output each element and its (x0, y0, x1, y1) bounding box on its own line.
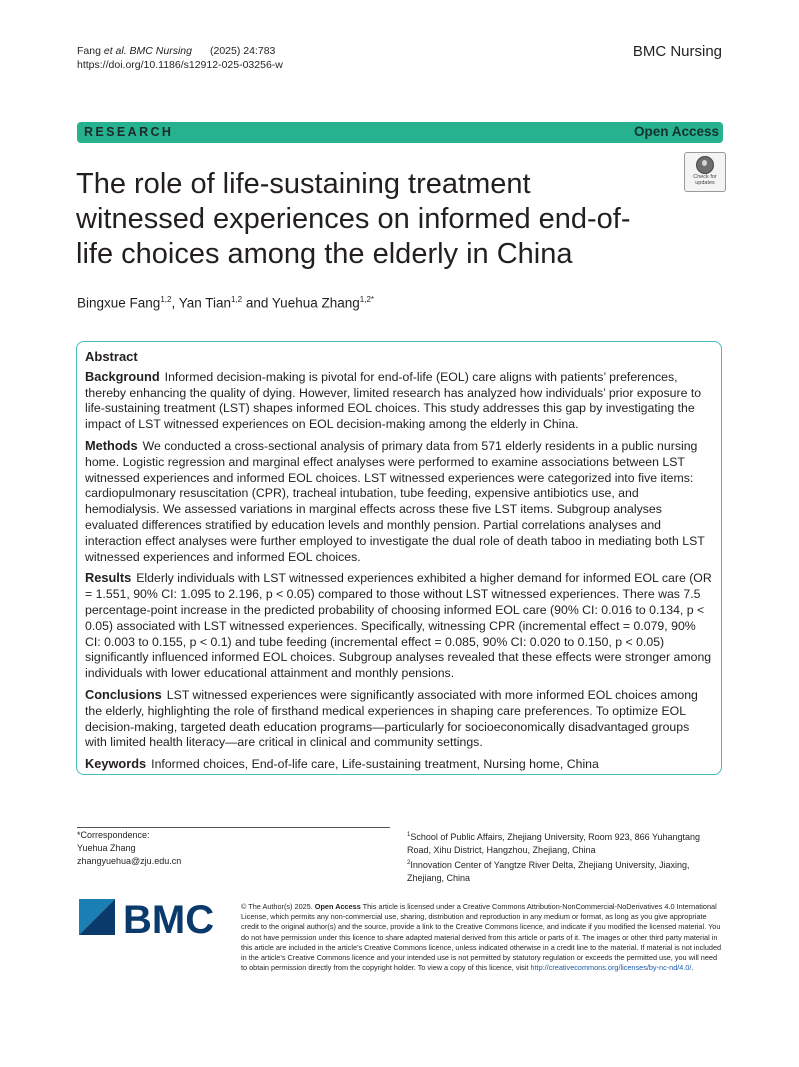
abstract-background (85, 369, 713, 433)
section-text: LST witnessed experiences were significantly associated with more informed EOL choices among the elderly, highlighting the role of firsthand medical experiences in shaping care preferences. To optimize EOL decision-making, targeted death education programs—particularly for socioeconomically disadvantaged groups with limited health literacy—are critical in clinical and community settings. (85, 687, 698, 750)
section-label: Background (85, 368, 160, 384)
research-banner (77, 122, 723, 143)
footnote-divider (77, 827, 390, 828)
correspondence-name: Yuehua Zhang (77, 843, 136, 853)
section-text: Informed decision-making is pivotal for end-of-life (EOL) care aligns with patients’ preferences, thereby enhancing the quality of dying. However, limited research has analyzed how individuals’ prior exposure to life-sustaining treatment (LST) shapes informed EOL choices. This study addresses this gap by investigating the impact of LST witnessed experiences on EOL decision-making among the elderly in China. (85, 369, 702, 432)
author-name[interactable]: Yuehua Zhang (271, 295, 360, 311)
affiliation-number: 1 (407, 832, 411, 838)
copyright-text: © The Author(s) 2025. (241, 902, 313, 911)
article-title: The role of life-sustaining treatment witnessed experiences on informed end-of-life choices among the elderly in China (76, 168, 631, 270)
author-list (77, 295, 374, 311)
affiliation-item (407, 829, 717, 857)
author-affiliation: 1,2* (359, 295, 374, 304)
citation-volume: (2025) 24:783 (209, 45, 276, 57)
citation-author: Fang (77, 45, 104, 57)
affiliation-item (407, 857, 717, 885)
correspondence (77, 829, 181, 868)
article-type-label: RESEARCH (84, 125, 174, 139)
correspondence-email[interactable]: zhangyuehua@zju.edu.cn (77, 856, 182, 866)
check-for-updates-button[interactable] (684, 152, 726, 192)
abstract-methods (85, 438, 713, 565)
open-access-label: Open Access (633, 124, 719, 139)
doi-link[interactable]: https://doi.org/10.1186/s12912-025-03256-w (77, 59, 283, 71)
abstract-heading: Abstract (85, 349, 138, 364)
check-for-updates-icon (696, 156, 714, 174)
bmc-logo[interactable] (79, 899, 222, 942)
affiliation-number: 2 (407, 860, 411, 866)
correspondence-label: *Correspondence: (77, 830, 150, 840)
section-label: Conclusions (85, 686, 162, 702)
author-affiliation: 1,2 (160, 295, 172, 304)
logo-text: BMC (123, 899, 215, 942)
abstract-content (85, 349, 713, 778)
section-label: Results (85, 570, 132, 586)
section-text: We conducted a cross-sectional analysis of primary data from 571 elderly residents in a public nursing home. Logistic regression and marginal effect analyses were performed to examine associations between LST witnessed experiences and informed EOL choices. LST witnessed experiences were categorized into five items: cardiopulmonary resuscitation (CPR), tracheal intubation, tube feeding, expensive antibiotics use, and hemodialysis. We assessed variations in marginal effects across these five LST items. Subgroup analyses evaluated differences stratified by education levels and monthly pension. Partial correlations analyses and interaction effect analyses were further employed to investigate the dual role of death taboo in mediating both LST witnessed experiences and informed EOL choices. (85, 438, 705, 564)
section-label: Methods (85, 437, 138, 453)
abstract-results (85, 570, 713, 682)
check-for-updates-label: Check for updates (693, 174, 717, 186)
abstract-keywords (85, 756, 713, 773)
affiliations (407, 829, 717, 885)
author-name[interactable]: Bingxue Fang (77, 295, 161, 311)
author-separator: , (171, 295, 179, 311)
affiliation-text: Innovation Center of Yangtze River Delta, Zhejiang University, Jiaxing, Zhejiang, China (407, 860, 690, 883)
citation-journal: et al. BMC Nursing (103, 45, 192, 57)
license-link[interactable]: http://creativecommons.org/licenses/by-nc-nd/4.0/ (530, 963, 692, 973)
section-text: Elderly individuals with LST witnessed experiences exhibited a higher demand for informed EOL care (OR = 1.551, 90% CI: 1.095 to 2.196, p < 0.05) compared to those without LST witnessed experiences. There was 7.5 percentage-point increase in the predicted probability of choosing informed EOL care (90% CI: 0.016 to 0.134, p < 0.05) associated with LST witnessed experiences. Specifically, witnessing CPR (incremental effect = 0.079, 90% CI: 0.003 to 0.155, p < 0.1) and tube feeding (incremental effect = 0.085, 90% CI: 0.020 to 0.150, p < 0.05) significantly influenced informed EOL choices. Subgroup analyses revealed that these effects were stronger among individuals with lower educational attainment and monthly pensions. (85, 571, 712, 681)
running-header (77, 44, 283, 72)
affiliation-text: School of Public Affairs, Zhejiang University, Room 923, 866 Yuhangtang Road, Xihu District, Hangzhou, Zhejiang, China (407, 832, 701, 855)
journal-name: BMC Nursing (632, 43, 722, 60)
citation-line (77, 44, 283, 58)
license-statement (241, 902, 724, 973)
license-text: This article is licensed under a Creative Commons Attribution-NonCommercial-NoDerivatives 4.0 International License, which permits any non-commercial use, sharing, distribution and reproduction in any medium or format, as long as you give appropriate credit to the original author(s) and the source, provide a link to the Creative Commons licence, and indicate if you modified the licensed material. You do not have permission under this licence to share adapted material derived from this article or parts of it. The images or other third party material in this article are included in the article’s Creative Commons licence, unless indicated otherwise in a credit line to the material. If material is not included in the article’s Creative Commons licence and your intended use is not permitted by statutory regulation or exceeds the permitted use, you will need to obtain permission directly from the copyright holder. To view a copy of this licence, visit (241, 902, 722, 973)
license-end: . (691, 963, 694, 973)
section-label: Keywords (85, 756, 147, 772)
author-separator: and (242, 295, 272, 311)
open-access-label: Open Access (314, 902, 361, 911)
abstract-conclusions (85, 687, 713, 751)
author-name[interactable]: Yan Tian (178, 295, 231, 311)
author-affiliation: 1,2 (231, 295, 243, 304)
section-text: Informed choices, End-of-life care, Life-sustaining treatment, Nursing home, China (151, 757, 599, 772)
